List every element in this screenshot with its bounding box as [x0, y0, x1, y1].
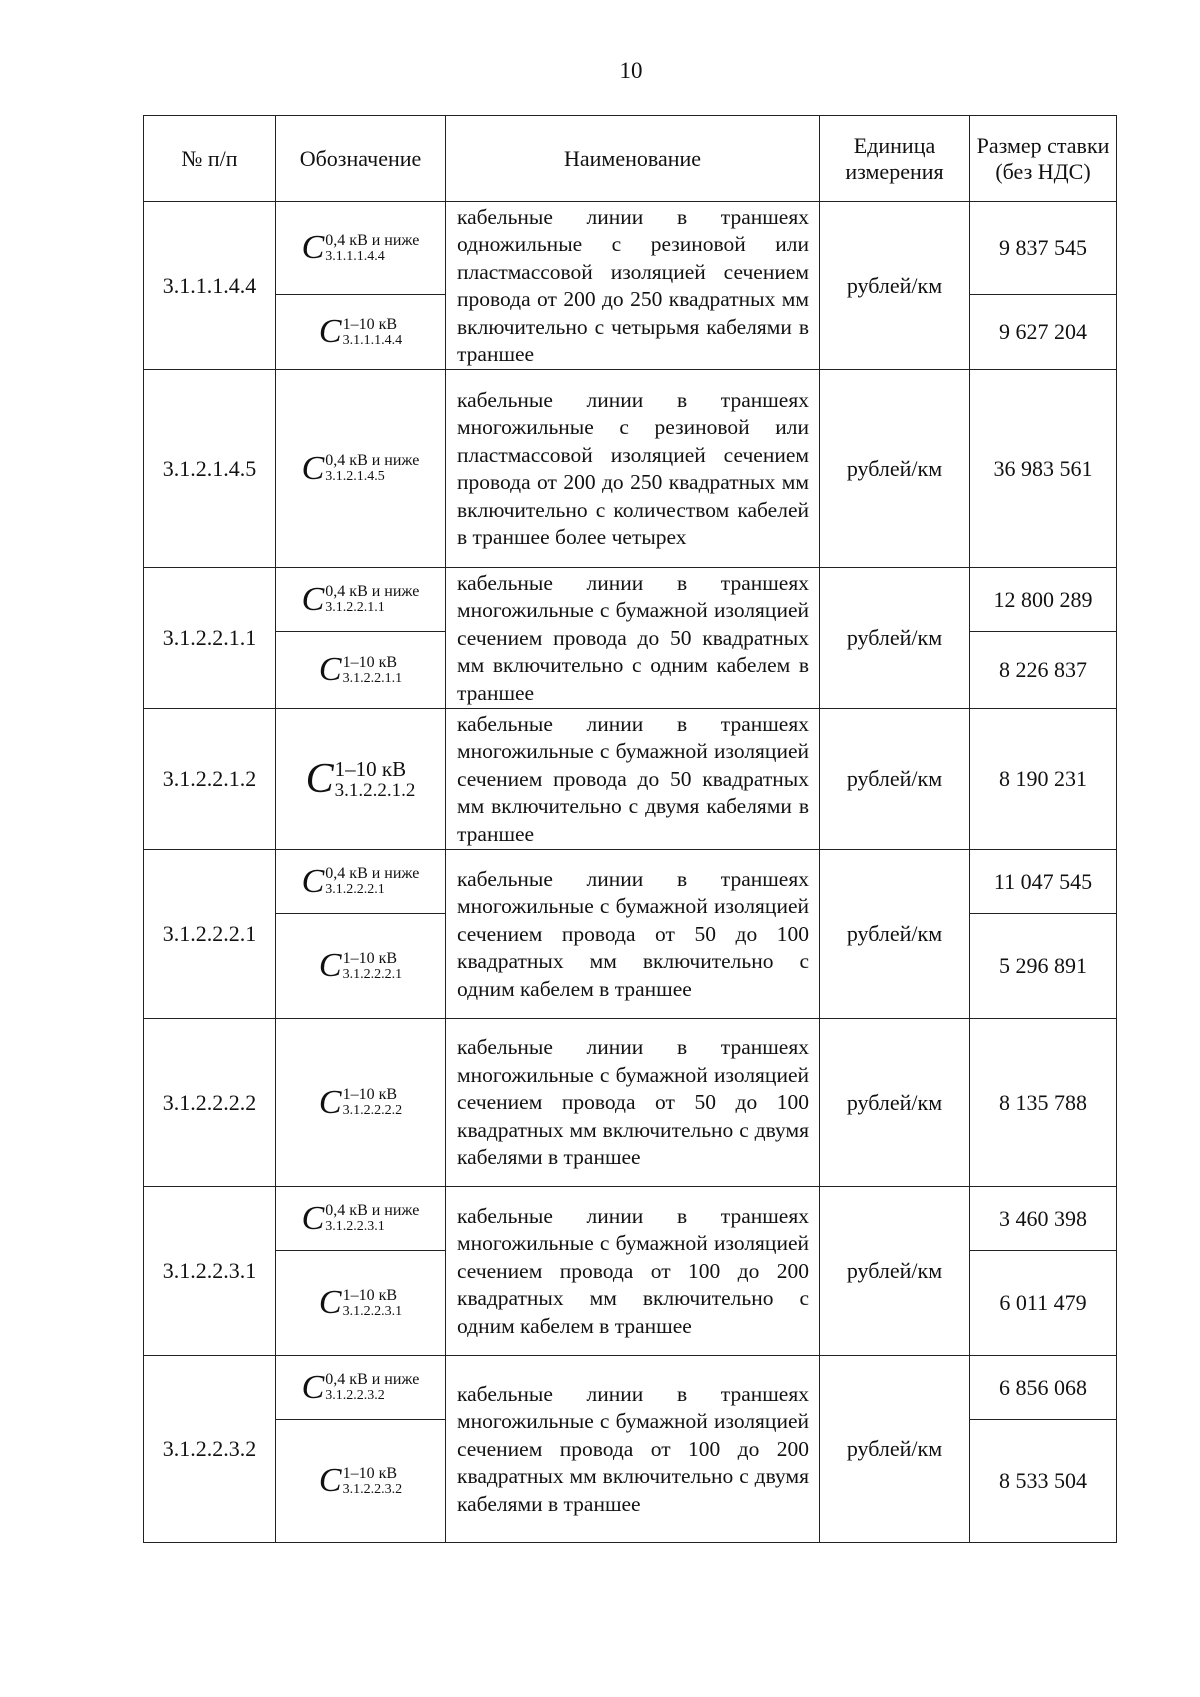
symbol-subscript: 3.1.2.2.3.1 [325, 1219, 385, 1234]
symbol-letter: C [301, 449, 325, 487]
symbol-superscript: 0,4 кВ и ниже [325, 865, 420, 882]
symbol-letter: C [318, 1462, 342, 1499]
rate-value: 8 533 504 [970, 1420, 1117, 1543]
symbol-letter: C [301, 862, 325, 900]
symbol-subscript: 3.1.2.2.2.2 [342, 1103, 403, 1118]
rate-value: 11 047 545 [970, 850, 1117, 914]
symbol-letter: C [318, 651, 342, 688]
rate-symbol [301, 862, 420, 900]
item-description: кабельные линии в траншеях многожильные с резиновой или пластмассовой изоляцией сечением провода от 200 до 250 квадратных мм включительно с количеством кабелей в траншее более четырех [446, 370, 820, 568]
designation-cell [276, 1251, 446, 1356]
item-description: кабельные линии в траншеях многожильные с бумажной изоляцией сечением провода от 100 до 200 квадратных мм включительно с одним кабелем в траншее [446, 1187, 820, 1356]
header-unit: Единица измерения [820, 116, 970, 202]
symbol-superscript: 1–10 кВ [334, 756, 407, 781]
unit-cell: рублей/км [820, 1019, 970, 1187]
rate-value: 12 800 289 [970, 568, 1117, 632]
row-number: 3.1.2.2.3.2 [144, 1356, 276, 1543]
table-row [144, 370, 1117, 568]
header-name: Наименование [446, 116, 820, 202]
rate-symbol [319, 949, 402, 983]
symbol-subscript: 3.1.2.1.4.5 [325, 469, 385, 484]
rate-value: 6 011 479 [970, 1251, 1117, 1356]
symbol-superscript: 1–10 кВ [342, 1086, 398, 1103]
table-row [144, 850, 1117, 914]
symbol-superscript: 1–10 кВ [342, 653, 398, 671]
symbol-letter: C [301, 1199, 325, 1237]
row-number: 3.1.2.2.2.2 [144, 1019, 276, 1187]
designation-cell [276, 1187, 446, 1251]
designation-cell [276, 1356, 446, 1420]
rate-symbol [319, 315, 402, 349]
item-description: кабельные линии в траншеях многожильные с бумажной изоляцией сечением провода от 50 до 100 квадратных мм включительно с двумя кабелями в траншее [446, 1019, 820, 1187]
symbol-letter: C [318, 1083, 342, 1121]
rate-value: 36 983 561 [970, 370, 1117, 568]
item-description: кабельные линии в траншеях многожильные с бумажной изоляцией сечением провода от 100 до 200 квадратных мм включительно с двумя кабелями в траншее [446, 1356, 820, 1543]
designation-cell [276, 850, 446, 914]
unit-cell: рублей/км [820, 850, 970, 1019]
row-number: 3.1.1.1.4.4 [144, 202, 276, 370]
table-row [144, 202, 1117, 295]
symbol-subscript: 3.1.1.1.4.4 [342, 332, 403, 348]
item-description: кабельные линии в траншеях одножильные с резиновой или пластмассовой изоляцией сечением провода от 200 до 250 квадратных мм включительно с четырьмя кабелями в траншее [446, 202, 820, 370]
symbol-letter: C [301, 580, 325, 618]
header-designation: Обозначение [276, 116, 446, 202]
symbol-letter: C [318, 1284, 342, 1321]
designation-cell [276, 709, 446, 850]
unit-cell: рублей/км [820, 568, 970, 709]
designation-cell [276, 568, 446, 632]
item-description: кабельные линии в траншеях многожильные с бумажной изоляцией сечением провода до 50 квадратных мм включительно с одним кабелем в траншее [446, 568, 820, 709]
unit-cell: рублей/км [820, 370, 970, 568]
symbol-superscript: 1–10 кВ [342, 949, 398, 967]
symbol-superscript: 1–10 кВ [342, 1286, 398, 1304]
symbol-subscript: 3.1.2.2.2.1 [325, 882, 385, 897]
unit-cell: рублей/км [820, 709, 970, 850]
row-number: 3.1.2.2.2.1 [144, 850, 276, 1019]
unit-cell: рублей/км [820, 1356, 970, 1543]
row-number: 3.1.2.2.3.1 [144, 1187, 276, 1356]
table-row [144, 1019, 1117, 1187]
designation-cell [276, 295, 446, 370]
rate-symbol [319, 1286, 402, 1320]
header-num: № п/п [144, 116, 276, 202]
symbol-superscript: 1–10 кВ [342, 315, 398, 333]
rate-symbol [319, 653, 402, 687]
rate-value: 8 135 788 [970, 1019, 1117, 1187]
page-number: 10 [619, 58, 643, 83]
rate-symbol [301, 580, 420, 618]
symbol-superscript: 0,4 кВ и ниже [325, 1202, 420, 1219]
rate-value: 8 226 837 [970, 632, 1117, 709]
row-number: 3.1.2.2.1.1 [144, 568, 276, 709]
symbol-superscript: 0,4 кВ и ниже [325, 1371, 420, 1388]
symbol-subscript: 3.1.1.1.4.4 [325, 248, 385, 264]
header-row [144, 116, 1117, 202]
designation-cell [276, 632, 446, 709]
symbol-subscript: 3.1.2.2.1.1 [325, 600, 385, 615]
designation-cell [276, 202, 446, 295]
row-number: 3.1.2.2.1.2 [144, 709, 276, 850]
symbol-superscript: 0,4 кВ и ниже [325, 583, 420, 600]
symbol-subscript: 3.1.2.2.1.2 [334, 779, 416, 801]
unit-cell: рублей/км [820, 202, 970, 370]
table-row [144, 1356, 1117, 1420]
rates-table [143, 115, 1117, 1543]
symbol-letter: C [318, 313, 342, 350]
rate-value: 9 627 204 [970, 295, 1117, 370]
table-row [144, 568, 1117, 632]
rate-value: 6 856 068 [970, 1356, 1117, 1420]
symbol-superscript: 0,4 кВ и ниже [325, 231, 420, 249]
symbol-letter: C [318, 947, 342, 984]
designation-cell [276, 370, 446, 568]
rate-symbol [318, 1083, 403, 1121]
symbol-subscript: 3.1.2.2.1.1 [342, 670, 403, 686]
table-row [144, 1187, 1117, 1251]
rate-symbol [306, 758, 416, 801]
designation-cell [276, 1019, 446, 1187]
rate-value: 5 296 891 [970, 914, 1117, 1019]
item-description: кабельные линии в траншеях многожильные с бумажной изоляцией сечением провода до 50 квадратных мм включительно с двумя кабелями в траншее [446, 709, 820, 850]
symbol-subscript: 3.1.2.2.3.2 [342, 1481, 403, 1497]
rate-symbol [301, 449, 420, 487]
symbol-subscript: 3.1.2.2.3.1 [342, 1303, 403, 1319]
table-body [144, 202, 1117, 1543]
rate-value: 9 837 545 [970, 202, 1117, 295]
rate-value: 3 460 398 [970, 1187, 1117, 1251]
symbol-letter: C [301, 229, 325, 266]
unit-cell: рублей/км [820, 1187, 970, 1356]
header-rate: Размер ставки (без НДС) [970, 116, 1117, 202]
symbol-subscript: 3.1.2.2.3.2 [325, 1388, 385, 1403]
symbol-subscript: 3.1.2.2.2.1 [342, 966, 403, 982]
rate-symbol [301, 1199, 420, 1237]
symbol-letter: C [305, 756, 334, 802]
table-row [144, 709, 1117, 850]
row-number: 3.1.2.1.4.5 [144, 370, 276, 568]
rate-value: 8 190 231 [970, 709, 1117, 850]
designation-cell [276, 1420, 446, 1543]
rate-symbol [302, 231, 420, 265]
item-description: кабельные линии в траншеях многожильные с бумажной изоляцией сечением провода от 50 до 100 квадратных мм включительно с одним кабелем в траншее [446, 850, 820, 1019]
symbol-letter: C [301, 1368, 325, 1406]
rate-symbol [301, 1368, 420, 1406]
designation-cell [276, 914, 446, 1019]
rate-symbol [319, 1464, 402, 1498]
symbol-superscript: 1–10 кВ [342, 1464, 398, 1482]
symbol-superscript: 0,4 кВ и ниже [325, 452, 420, 469]
